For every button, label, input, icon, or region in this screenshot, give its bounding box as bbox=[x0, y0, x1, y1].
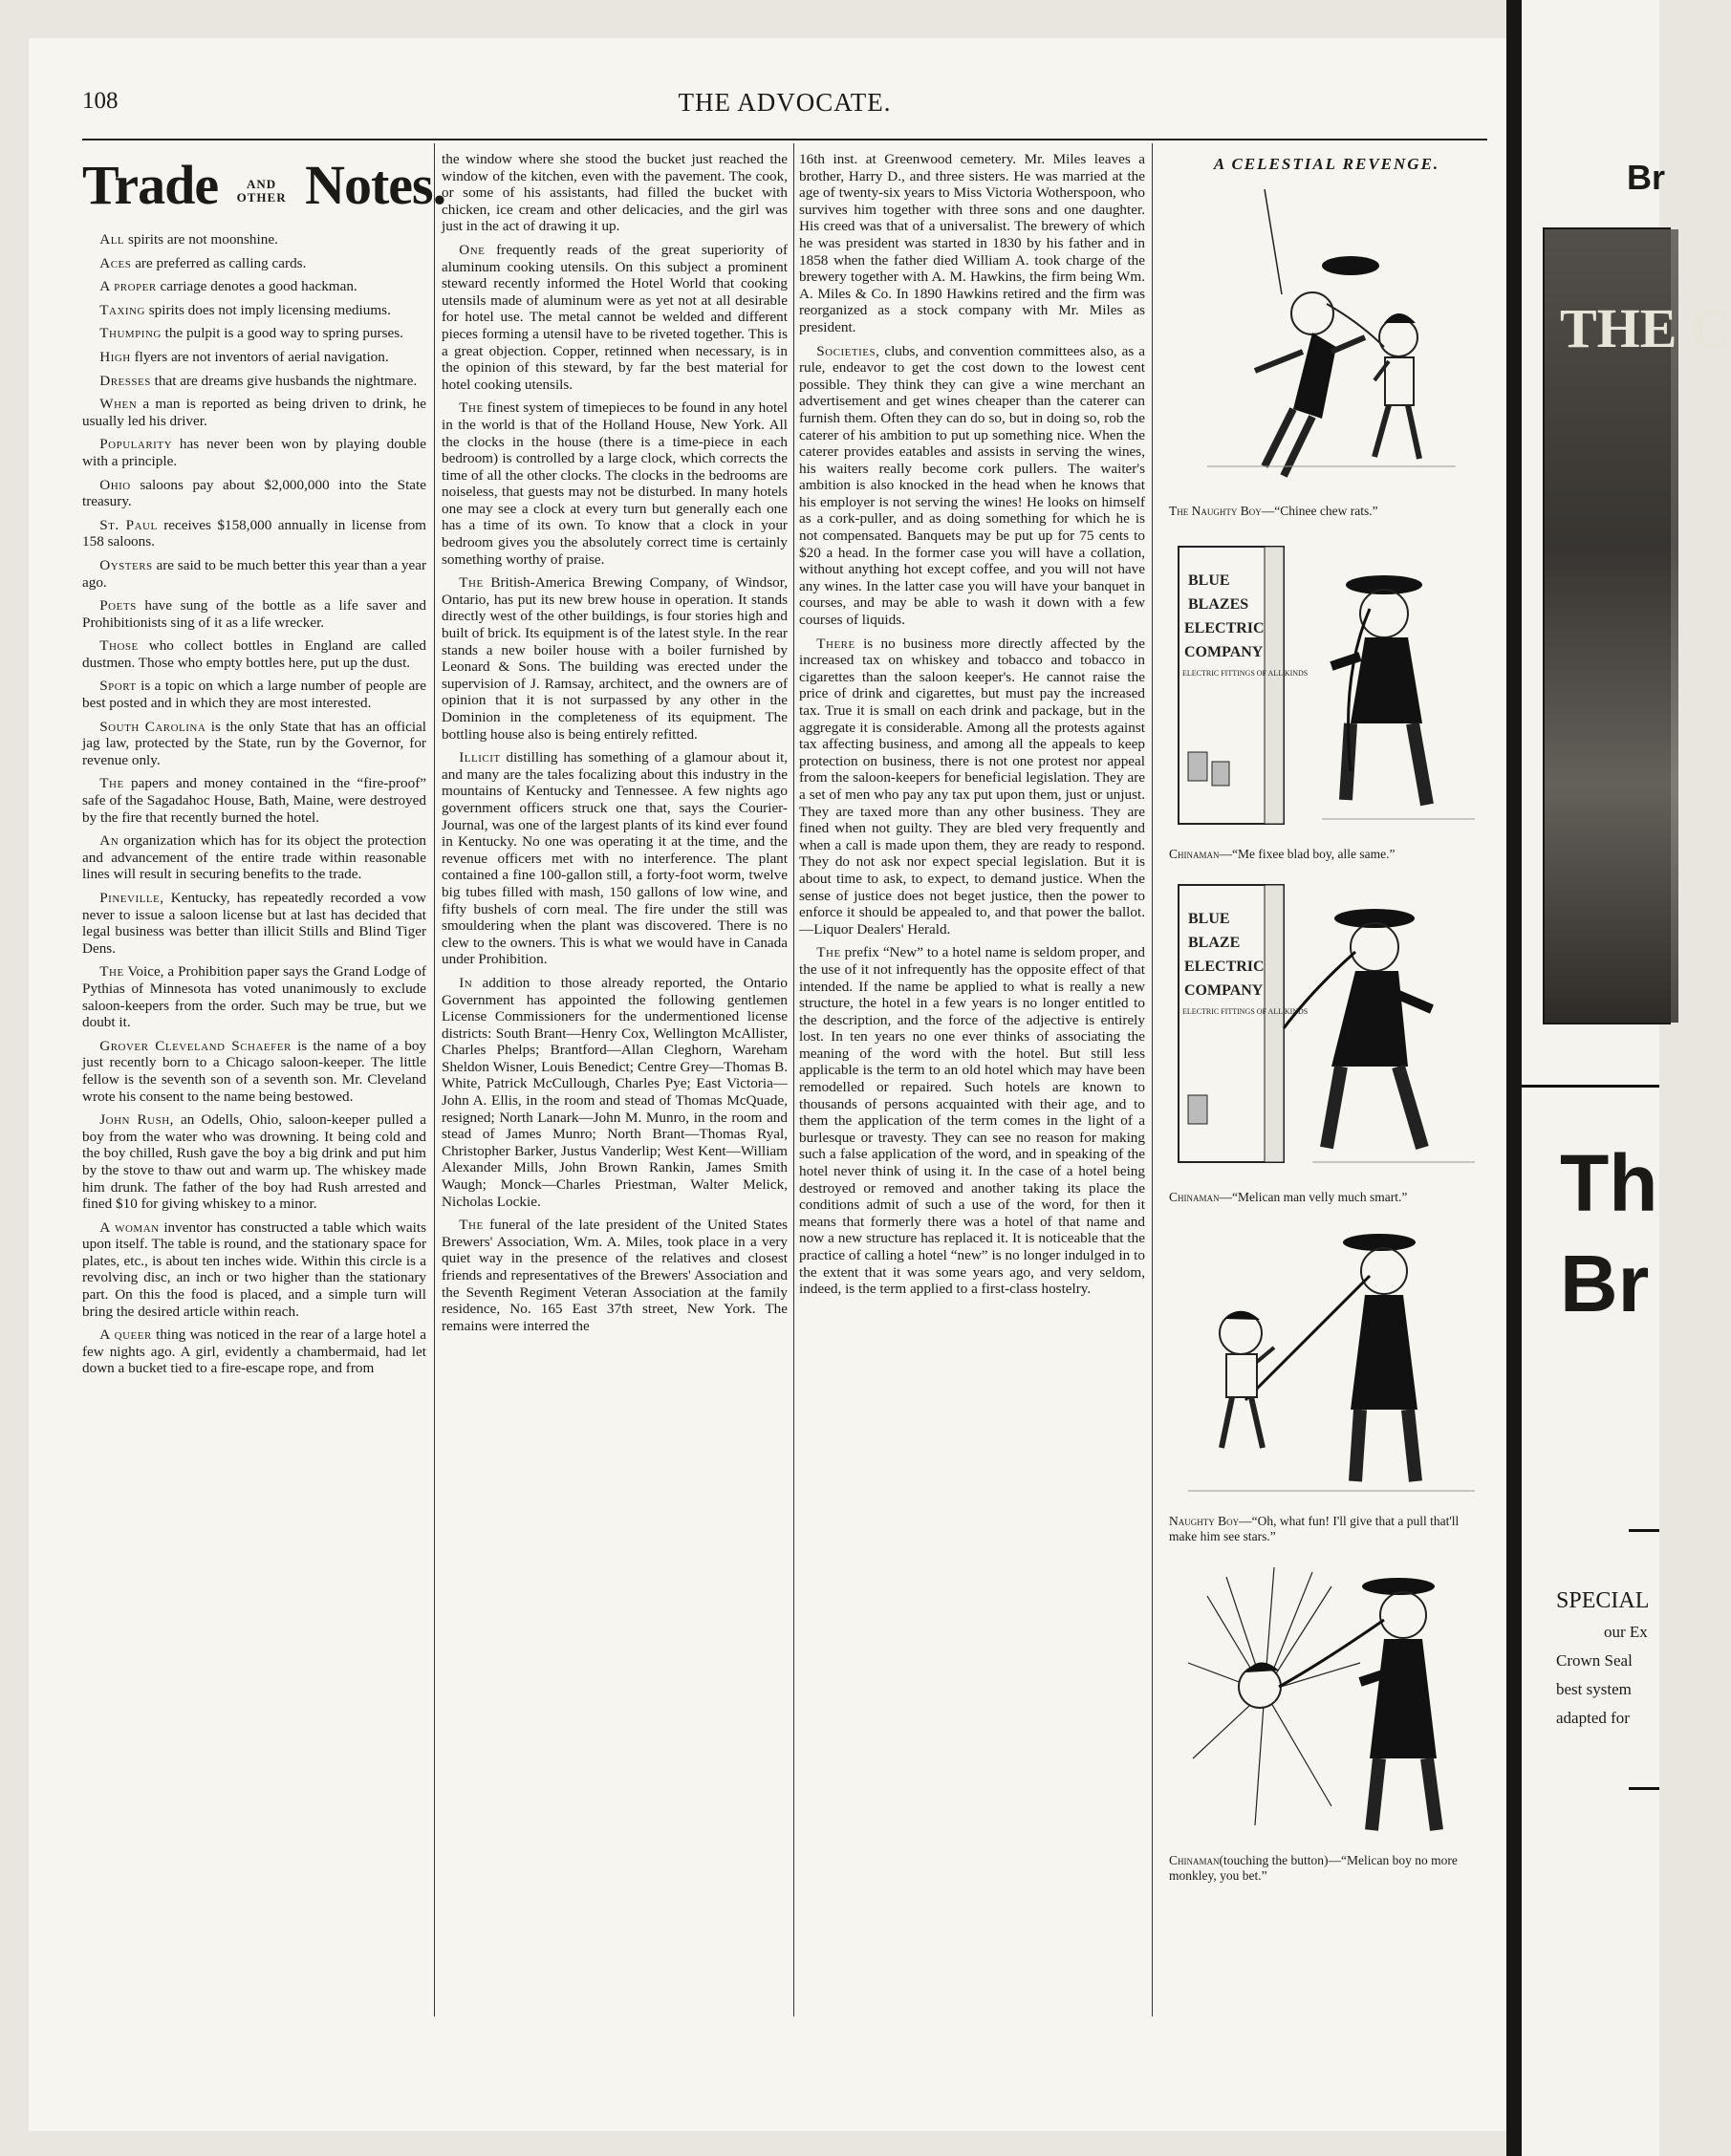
paragraph-lead: Pineville, bbox=[99, 890, 164, 906]
cartoon-title: A CELESTIAL REVENGE. bbox=[1213, 155, 1440, 173]
paragraph-text: who collect bottles in England are called dustmen. Those who empty bottles here, put up the dust. bbox=[82, 637, 426, 671]
next-page-dash bbox=[1629, 1529, 1659, 1532]
article-paragraph bbox=[82, 775, 426, 826]
paragraph-text: British-America Brewing Company, of Windsor, Ontario, has put its new brew house in operation. It stands directly west of the other buildings, is four stories high and built of brick. Its equipment is of the latest style. In the rear stands a new boiler house with a boiler furnished by Leonard & Sons. The building was erected under the supervision of J. Ramsay, architect, and the owners are of opinion that it is not surpassed by any other in the Dominion in the completeness of its equipment. The bottling house also is being entirely refitted. bbox=[442, 574, 788, 743]
paragraph-lead: Poets bbox=[99, 597, 137, 614]
boy-pulling-queue-illustration bbox=[1169, 180, 1484, 495]
paragraph-lead: Sport bbox=[99, 678, 137, 695]
paragraph-text: that are dreams give husbands the nightmare. bbox=[154, 372, 418, 389]
article-paragraph bbox=[82, 477, 426, 510]
paragraph-text: carriage denotes a good hackman. bbox=[160, 278, 357, 295]
article-paragraph bbox=[82, 832, 426, 883]
paragraph-lead: John Rush, bbox=[99, 1111, 174, 1129]
paragraph-text: is the only State that has an official jag law, protected by the State, run by the Governor, for revenue only. bbox=[82, 718, 427, 768]
next-page-line: our Ex bbox=[1604, 1623, 1648, 1641]
caption-speaker: Naughty Boy bbox=[1169, 1514, 1240, 1528]
cartoon-panel-5 bbox=[1169, 1558, 1484, 1884]
paragraph-text: the window where she stood the bucket just reached the window of the kitchen, even with the pavement. The cook, or some of his assistants, had filled the bucket with chicken, ice cream and other delicacies, and the girl was just in the act of drawing it up. bbox=[442, 151, 788, 235]
paragraph-lead: Popularity bbox=[99, 436, 173, 453]
paragraph-lead: Those bbox=[99, 637, 139, 655]
next-page-dash bbox=[1629, 1787, 1659, 1790]
caption-text: —“Me fixee blad boy, alle same.” bbox=[1219, 847, 1396, 861]
illustration-title: THE C bbox=[1560, 297, 1731, 359]
article-paragraph bbox=[442, 574, 788, 743]
paragraph-lead: When bbox=[99, 396, 138, 413]
cartoon-panel-3 bbox=[1169, 875, 1484, 1205]
paragraph-text: is no business more directly affected by the increased tax on whiskey and tobacco and tobacco in cigarettes than the saloon keeper's. He cannot raise the price of drink and cigarettes, but must pay the increased tax. True it is small on each drink and package, but in the aggregate it is considerable. Among all the protests against tax affecting business, and among all the appeals to keep protection on business, there is not one protest nor appeal from the saloon-keepers for beneficial legislation. They are a set of men who pay any tax put upon them, just or unjust. They are taxed more than any other business. They are fined when not guilty. They are bled very frequently and when a call is made upon them, they are ready to respond. They do not ask nor expect special legislation. But it is about time to ask, to expect, to demand justice. When the sense of justice does not beget justice, then the power to enforce it should be appealed to, and that power the ballot.—Liquor Dealers' Herald. bbox=[799, 635, 1146, 938]
paragraph-text: Kentucky, has repeatedly recorded a vow never to issue a saloon license but at last has decided that legal business was better than illicit Stills and Blind Tiger Dens. bbox=[82, 890, 427, 957]
paragraph-text: finest system of timepieces to be found in any hotel in the world is that of the Holland House, New York. All the clocks in the house (there is a time-piece in each bedroom) is controlled by a large clock, which corrects the time of all the other clocks. The clocks in the bedrooms are noiseless, that guests may not be disturbed. In many hotels one may see a clock at every turn but generally each one has a time of its own. To know that a clock in your bedroom gives you the absolutely correct time is certainly something worthy of praise. bbox=[442, 399, 789, 568]
article-paragraph bbox=[82, 517, 426, 550]
paragraph-lead: Grover Cleveland Schaefer bbox=[99, 1037, 292, 1054]
article-paragraph bbox=[82, 373, 426, 390]
chinaman-wiring-queue-illustration bbox=[1169, 875, 1484, 1181]
article-paragraph bbox=[82, 678, 426, 711]
column-3 bbox=[799, 151, 1145, 2015]
paragraph-lead: A queer bbox=[99, 1326, 152, 1344]
paragraph-lead: South Carolina bbox=[99, 718, 206, 735]
paragraph-lead: The bbox=[99, 963, 124, 981]
caption-speaker: The Naughty Boy bbox=[1169, 504, 1262, 518]
next-page-line: best system bbox=[1556, 1680, 1632, 1698]
paragraph-lead: The bbox=[459, 574, 484, 592]
paragraph-lead: St. Paul bbox=[99, 516, 158, 533]
column-4-cartoon bbox=[1158, 151, 1495, 2072]
article-paragraph bbox=[82, 637, 426, 671]
sign-text: BLUE bbox=[1188, 911, 1230, 927]
article-paragraph bbox=[82, 557, 426, 591]
next-page-special: SPECIAL bbox=[1556, 1588, 1650, 1613]
page-header bbox=[82, 88, 1487, 126]
article-paragraph bbox=[82, 1111, 426, 1213]
caption-4 bbox=[1169, 1514, 1484, 1544]
cartoon-panel-1 bbox=[1169, 180, 1484, 519]
article-paragraph bbox=[82, 325, 426, 342]
sign-text: ELECTRIC FITTINGS OF ALL KINDS bbox=[1182, 669, 1309, 678]
page-number: 108 bbox=[82, 88, 119, 114]
column-divider bbox=[1152, 143, 1153, 2016]
paragraph-text: prefix “New” to a hotel name is seldom proper, and the use of it not infrequently has the opposite effect of that intended. If the name be applied to what is really a new structure, the hotel in a few years is no longer entitled to the description, and the force of the adjective is entirely lost. In ten years no one ever thinks of associating the meaning of the word with the hotel. But still less applicable is the term to an old hotel which may have been remodelled or repaired. Such hotels are known to thousands of persons acquainted with their age, and to them the application of the term comes in the light of a burlesque or travesty. They can see no reason for making such a false application of the word, and in speaking of the hotel never think of using it. In the case of a hotel being destroyed or removed and another taking its place the conditions admit of such a use of the word, for then it means that formerly there was a hotel of that name and now a new structure has replaced it. It is noticeable that the practice of calling a hotel “new” is no longer indulged in to the extent that it was some years ago, and very seldom, indeed, is the term applied to a first-class hostelry. bbox=[799, 944, 1145, 1298]
sign-text: ELECTRIC bbox=[1184, 959, 1265, 975]
sign-text: ELECTRIC bbox=[1184, 620, 1265, 636]
paragraph-lead: There bbox=[816, 635, 855, 652]
heading-trade: Trade bbox=[82, 154, 219, 216]
caption-3 bbox=[1169, 1190, 1484, 1205]
next-page-rule bbox=[1522, 1085, 1659, 1088]
heading-and-other bbox=[237, 178, 287, 205]
paragraph-lead: Taxing bbox=[99, 301, 145, 318]
paragraph-text: the pulpit is a good way to spring purses. bbox=[164, 325, 403, 342]
paragraph-lead: The bbox=[99, 775, 124, 792]
paragraph-lead: Aces bbox=[99, 254, 132, 271]
sign-text: BLAZE bbox=[1188, 935, 1241, 951]
article-paragraph bbox=[799, 151, 1145, 336]
heading-and: AND bbox=[247, 176, 277, 191]
paragraph-lead: A woman bbox=[99, 1218, 160, 1236]
article-paragraph bbox=[82, 302, 426, 319]
paragraph-text: funeral of the late president of the United States Brewers' Association, Wm. A. Miles, took place in a very quiet way in the presence of the relatives and closest friends and representatives of the Brewers' Association and the Seventh Regiment Veteran Association at the family residence, No. 165 East 37th street, New York. The remains were interred the bbox=[442, 1217, 789, 1334]
cartoon-panel-2 bbox=[1169, 532, 1484, 862]
paragraph-text: spirits does not imply licensing mediums. bbox=[148, 301, 391, 318]
sign-text: ELECTRIC FITTINGS OF ALL KINDS bbox=[1182, 1007, 1309, 1016]
next-page-illustration bbox=[1543, 227, 1731, 1024]
paragraph-text: Voice, a Prohibition paper says the Grand Lodge of Pythias of Minnesota has voted unanimously to exclude saloon-keepers from the order. Such may be true, but we doubt it. bbox=[82, 963, 426, 1031]
next-page-big-heading-1: Th bbox=[1560, 1138, 1658, 1228]
next-page-line: adapted for bbox=[1556, 1709, 1630, 1727]
article-paragraph bbox=[82, 1038, 426, 1105]
next-page-fragment bbox=[1522, 0, 1731, 2156]
paragraph-lead: The bbox=[816, 944, 841, 961]
caption-speaker: Chinaman bbox=[1169, 847, 1220, 861]
caption-2 bbox=[1169, 847, 1484, 862]
caption-1 bbox=[1169, 504, 1484, 519]
article-paragraph bbox=[799, 636, 1145, 938]
paragraph-text: clubs, and convention committees also, as a rule, endeavor to get the cost down to the lowest cent possible. They think they can give a wine merchant an advertisement and get wines cheaper than the caterer can furnish them. Often they can do so, but in doing so, rob the caterer of his ambition to put up something nice. When the caterer provides eatables and assists in serving the wines, his waiters really become cork pullers. The waiter's ambition is also knocked in the head when he knows that his employer is not serving the wines! He looks on himself as a cork-puller, and as doing something for which he is not compensated. Banquets may be put up for 75 cents to $20 a head. In the former case you will have a collation, without anything hot except coffee, and you will not have any wines. In the latter case you will have your banquet in courses, and may be able to wash it down with a few courses of liquids. bbox=[799, 342, 1146, 629]
paragraph-text: papers and money contained in the “fire-proof” safe of the Sagadahoc House, Bath, Maine, were destroyed by the fire that recently burned the hotel. bbox=[82, 775, 426, 826]
article-paragraph bbox=[82, 1326, 426, 1377]
caption-text: (touching the button)—“Melican boy no more monkley, you bet.” bbox=[1169, 1853, 1458, 1883]
paragraph-text: organization which has for its object the protection and advancement of the entire trade within reasonable lines will result in securing benefits to the trade. bbox=[82, 832, 427, 883]
paragraph-text: addition to those already reported, the Ontario Government has appointed the following gentlemen License Commissioners for the undermentioned license districts: South Brant—Henry Cox, Wellington McAllister, Charles Phelps; Brantford—Allan Cleghorn, Wareham Sheldon Wisner, Louis Benedict; Centre Grey—Thomas B. White, Patrick McCullough, Charles Pye; East Victoria—John A. Ellis, in the room and stead of Thomas McQuade, resigned; North Lanark—John M. Munro, in the room and stead of James Munro; North Brant—Thomas Ryal, Christopher Barker, Justus Vanderlip; West Kent—William Alexander Mills, John Brown Rankin, James Smith Waugh; Monck—Charles Priestman, Walter Melick, Nicholas Lockie. bbox=[442, 974, 788, 1210]
binding-gutter bbox=[1506, 0, 1522, 2156]
publication-title: THE ADVOCATE. bbox=[678, 88, 892, 117]
article-paragraph bbox=[442, 151, 788, 235]
caption-text: —“Chinee chew rats.” bbox=[1261, 504, 1378, 518]
column-2 bbox=[442, 151, 788, 2015]
heading-other: OTHER bbox=[236, 189, 287, 205]
paragraph-text: distilling has something of a glamour about it, and many are the tales focalizing about this industry in the mountains of Kentucky and Tennessee. A few nights ago government officers struck one that, says the Courier-Journal, was one of the largest plants of its kind ever found in Kentucky. No one was operating it at the time, and the revenue officers met with no interference. The plant contained a fine 100-gallon still, a forty-foot worm, twelve big tubes filled with mash, 150 gallons of low wine, and fifty bushels of corn meal. The fire under the still was smouldering when the plant was discovered. There is no clew to the owners. This is what we would have in Canada under Prohibition. bbox=[442, 749, 789, 968]
paragraph-text: thing was noticed in the rear of a large hotel a few nights ago. A girl, evidently a chambermaid, had let down a bucket tied to a fire-escape rope, and from bbox=[82, 1326, 426, 1377]
boy-shocked-illustration bbox=[1169, 1558, 1484, 1844]
paragraph-lead: A proper bbox=[99, 278, 157, 295]
paragraph-text: saloons pay about $2,000,000 into the State treasury. bbox=[82, 476, 427, 510]
paragraph-lead: The bbox=[459, 1217, 484, 1234]
heading-notes: Notes. bbox=[305, 154, 446, 216]
paragraph-lead: Dresses bbox=[99, 372, 151, 389]
paragraph-lead: Thumping bbox=[99, 325, 162, 342]
next-page-big-heading-2: Br bbox=[1560, 1239, 1650, 1328]
paragraph-text: are preferred as calling cards. bbox=[135, 254, 307, 271]
article-paragraph bbox=[82, 349, 426, 366]
paragraph-text: have sung of the bottle as a life saver and Prohibitionists sing of it as a life wrecker. bbox=[82, 597, 426, 631]
caption-text: —“Oh, what fun! I'll give that a pull that'll make him see stars.” bbox=[1169, 1514, 1460, 1543]
paragraph-text: flyers are not inventors of aerial navigation. bbox=[134, 348, 389, 365]
article-paragraph bbox=[442, 975, 788, 1210]
column-2-paragraphs bbox=[442, 151, 788, 1334]
paragraph-lead: An bbox=[99, 832, 119, 850]
paragraph-lead: All bbox=[99, 231, 125, 248]
paragraph-lead: Illicit bbox=[459, 749, 501, 766]
paragraph-lead: High bbox=[99, 348, 131, 365]
cartoon-panel-4 bbox=[1169, 1218, 1484, 1544]
paragraph-text: is a topic on which a large number of people are best posted and in which they are most interested. bbox=[82, 678, 426, 712]
column-divider bbox=[434, 143, 435, 2016]
caption-speaker: Chinaman bbox=[1169, 1190, 1220, 1204]
article-paragraph bbox=[82, 278, 426, 295]
next-page-top-heading: Br bbox=[1627, 158, 1666, 197]
column-3-paragraphs bbox=[799, 151, 1145, 1298]
caption-speaker: Chinaman bbox=[1169, 1853, 1220, 1867]
column-1 bbox=[82, 151, 446, 2015]
article-paragraph bbox=[82, 597, 426, 631]
paragraph-lead: Oysters bbox=[99, 556, 153, 573]
paragraph-lead: Societies, bbox=[816, 342, 880, 359]
article-paragraph bbox=[442, 242, 788, 393]
sign-text: COMPANY bbox=[1184, 982, 1264, 999]
caption-text: —“Melican man velly much smart.” bbox=[1219, 1190, 1408, 1204]
paragraph-text: inventor has constructed a table which waits upon itself. The table is round, and the stationary space for plates, etc., is about ten inches wide. Within this circle is a revolving disc, an inch or two higher than the stationary part. On this the food is placed, and a simple turn will bring the desired article within reach. bbox=[82, 1218, 427, 1320]
sign-text: BLUE bbox=[1188, 572, 1230, 589]
article-paragraph bbox=[82, 890, 426, 957]
article-paragraph bbox=[442, 1217, 788, 1334]
boy-sneaking-up-illustration bbox=[1169, 1218, 1484, 1505]
paragraph-lead: In bbox=[459, 974, 473, 991]
paragraph-lead: Ohio bbox=[99, 476, 131, 493]
article-paragraph bbox=[82, 719, 426, 769]
paragraph-text: are said to be much better this year than a year ago. bbox=[82, 556, 427, 591]
paragraph-text: has never been won by playing double with a principle. bbox=[82, 436, 427, 469]
caption-5 bbox=[1169, 1853, 1484, 1884]
article-paragraph bbox=[442, 749, 788, 968]
paragraph-text: frequently reads of the great superiority of aluminum cooking utensils. On this subject a prominent steward recently informed the Hotel World that cooking utensils made of aluminum were as yet not at all desirable for hotel use. The metal cannot be welded and different pieces forming a utensil have to be riveted together. This is a great objection. Copper, retinned when necessary, is in the opinion of this steward, by far the best material for hotel cooking utensils. bbox=[442, 241, 789, 393]
trade-notes-heading bbox=[82, 154, 446, 216]
column-divider bbox=[793, 143, 794, 2016]
paragraph-text: a man is reported as being driven to drink, he usually led his driver. bbox=[82, 396, 427, 429]
article-paragraph bbox=[82, 255, 426, 272]
article-paragraph bbox=[82, 231, 426, 248]
article-paragraph bbox=[82, 436, 426, 469]
paragraph-text: spirits are not moonshine. bbox=[127, 231, 278, 248]
article-paragraph bbox=[82, 396, 426, 429]
header-rule bbox=[82, 139, 1487, 140]
article-paragraph bbox=[82, 1219, 426, 1321]
article-paragraph bbox=[82, 963, 426, 1030]
sign-text: BLAZES bbox=[1188, 596, 1249, 613]
article-paragraph bbox=[799, 343, 1145, 629]
paragraph-lead: The bbox=[459, 399, 484, 417]
column-1-paragraphs bbox=[82, 231, 426, 1377]
paragraph-text: an Odells, Ohio, saloon-keeper pulled a boy from the water who was drowning. It being cold and the boy chilled, Rush gave the boy a big drink and put him by the stove to thaw out and warm up. The whiskey made him drunk. The father of the boy had Rush arrested and fined $10 for giving whiskey to a minor. bbox=[82, 1111, 427, 1213]
paragraph-lead: One bbox=[459, 241, 486, 258]
article-paragraph bbox=[442, 399, 788, 568]
paragraph-text: receives $158,000 annually in license from 158 saloons. bbox=[82, 516, 426, 550]
chinaman-at-electric-store-illustration bbox=[1169, 532, 1484, 838]
paragraph-text: is the name of a boy just recently born to a Chicago saloon-keeper. The little fellow is the seventh son of a seventh son. Mr. Cleveland wrote his consent to the name being bestowed. bbox=[82, 1037, 427, 1105]
article-paragraph bbox=[799, 944, 1145, 1297]
paragraph-text: 16th inst. at Greenwood cemetery. Mr. Miles leaves a brother, Harry D., and three sisters. He was married at the age of twenty-six years to Miss Victoria Wotherspoon, who survives him together with three sons and one daughter. His creed was that of a universalist. The brewery of which he was president was started in 1830 by his father and in 1858 when the father died William A. took charge of the brewery together with A. M. Hawkins, the firm being Wm. A. Miles & Co. In 1890 Hawkins retired and the firm was reorganized as a stock company with Mr. Miles as president. bbox=[799, 151, 1145, 335]
sign-text: COMPANY bbox=[1184, 644, 1264, 660]
next-page-line: Crown Seal bbox=[1556, 1651, 1633, 1670]
